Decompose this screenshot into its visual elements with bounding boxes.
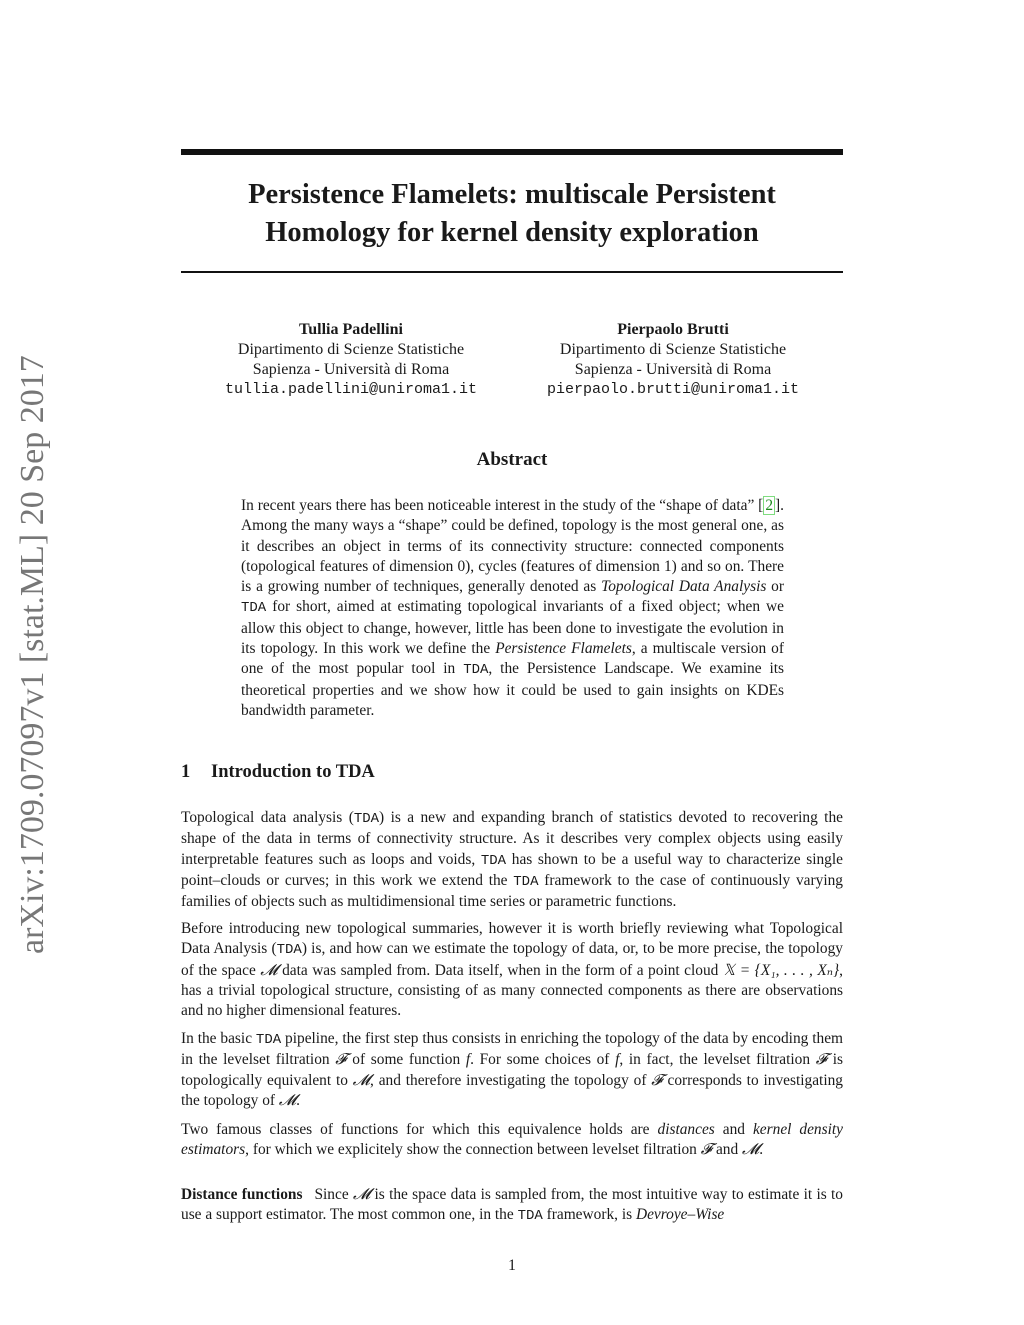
paragraph-5 — [181, 1185, 843, 1227]
paragraph-4 — [181, 1120, 843, 1161]
abstract-part: , a multiscale version of one of the most popular tool in — [241, 640, 784, 678]
text-part: , and therefore investigating the topology of — [370, 1071, 652, 1089]
math-expression: 𝕏 = {X₁, . . . , Xₙ} — [722, 961, 840, 979]
author-name: Pierpaolo Brutti — [617, 321, 729, 338]
author-university: Sapienza - Università di Roma — [252, 361, 450, 378]
arxiv-identifier: arXiv:1709.07097v1 [stat.ML] 20 Sep 2017 — [14, 355, 51, 954]
math-symbol: 𝓜 — [352, 1186, 371, 1203]
text-part: and — [714, 1121, 753, 1138]
text-part: of some function — [346, 1051, 466, 1069]
abstract-text — [241, 496, 784, 721]
text-part: ) is, and how can we estimate the topology of data, or, to be more precise, the topology of the space — [181, 940, 843, 979]
tda-acronym: TDA — [255, 1032, 282, 1048]
text-part: Since — [314, 1186, 353, 1203]
title-line-1: Persistence Flamelets: multiscale Persistent — [248, 179, 776, 210]
abstract-emphasis: Topological Data Analysis — [601, 578, 767, 596]
author-block-2 — [518, 320, 828, 400]
math-symbol: f — [465, 1051, 471, 1069]
tda-acronym: TDA — [463, 662, 489, 679]
citation-link[interactable]: 2 — [765, 497, 774, 514]
text-part: framework, is — [542, 1206, 636, 1224]
abstract-part: ]. Among the many ways a “shape” could be defined, topology is the most general one, as it describes an object in terms of its connectivity structure: connected components (topological features of dimension 0), cycles (features of dimension 1) and so on. There is a growing number of techniques, generally denoted as — [241, 497, 784, 596]
title-line-2: Homology for kernel density exploration — [265, 217, 759, 248]
paper-title — [181, 176, 843, 252]
author-department: Dipartimento di Scienze Statistiche — [559, 341, 787, 358]
section-heading — [181, 762, 375, 783]
tda-acronym: TDA — [276, 942, 302, 959]
text-part: ) is a new and expanding branch of statistics devoted to recovering the shape of the data in terms of connectivity structure. As it describes very complex objects using easily interpretable features such as loops and voids, — [181, 809, 843, 868]
tda-acronym: TDA — [517, 1208, 543, 1225]
section-title: Introduction to TDA — [211, 762, 375, 782]
text-part: pipeline, the first step thus consists in enriching the topology of the data by encoding them in the levelset filtration — [181, 1030, 843, 1069]
text-part: Before introducing new topological summaries, however it is worth briefly reviewing what Topological Data Analysis ( — [181, 920, 843, 958]
text-part: . — [759, 1141, 764, 1159]
title-rule-top — [181, 149, 843, 155]
text-part: In the basic — [181, 1030, 256, 1047]
text-emphasis: kernel density estimators — [181, 1121, 843, 1159]
math-symbol: 𝓜 — [742, 1141, 760, 1159]
section-number: 1 — [181, 762, 191, 782]
author-email[interactable]: pierpaolo.brutti@uniroma1.it — [546, 381, 800, 398]
math-symbol: 𝓕 — [335, 1051, 347, 1069]
paragraph-heading: Distance functions — [181, 1186, 303, 1203]
text-part: is the space data is sampled from, the most intuitive way to estimate it is to use a support estimator. The most common one, in the — [181, 1186, 843, 1224]
text-part: has shown to be a useful way to characterize single point–clouds or curves; in this work we extend the — [181, 850, 843, 889]
tda-acronym: TDA — [241, 600, 267, 617]
text-part: corresponds to investigating the topology of — [181, 1071, 843, 1109]
title-rule-bottom — [181, 271, 843, 273]
author-department: Dipartimento di Scienze Statistiche — [237, 341, 465, 358]
tda-acronym: TDA — [480, 852, 507, 869]
author-email[interactable]: tullia.padellini@uniroma1.it — [224, 381, 478, 398]
abstract-heading: Abstract — [476, 449, 548, 470]
text-emphasis: distances — [657, 1121, 715, 1138]
text-part: Two famous classes of functions for which this equivalence holds are — [181, 1121, 658, 1138]
page-number: 1 — [508, 1257, 516, 1274]
text-part: Topological data analysis ( — [181, 809, 354, 826]
math-symbol: 𝓕 — [815, 1051, 828, 1069]
math-symbol: 𝓕 — [700, 1141, 713, 1159]
author-name: Tullia Padellini — [299, 321, 403, 338]
author-block-1 — [196, 320, 506, 400]
text-part: framework to the case of continuously varying families of objects such as multidimensional time series or parametric functions. — [181, 871, 843, 911]
text-emphasis: Devroye–Wise — [635, 1206, 725, 1224]
text-part: and — [712, 1141, 743, 1159]
text-part: is topologically equivalent to — [181, 1051, 843, 1089]
abstract-part: or — [766, 578, 784, 596]
tda-acronym: TDA — [513, 873, 539, 890]
math-symbol: f — [615, 1051, 620, 1069]
text-part: , in fact, the levelset filtration — [619, 1051, 816, 1069]
math-symbol: 𝓕 — [651, 1071, 663, 1089]
text-part: , for which we explicitely show the connection between levelset filtration — [245, 1141, 701, 1159]
text-part: . For some choices of — [470, 1051, 616, 1069]
abstract-part: for short, aimed at estimating topological invariants of a fixed object; when we allow this object to change, however, little has been done to investigate the evolution in its topology. In this work we define the — [241, 598, 784, 658]
abstract-emphasis: Persistence Flamelets — [495, 640, 632, 658]
paragraph-3 — [181, 1029, 843, 1111]
text-part: data was sampled from. Data itself, when in the form of a point cloud — [277, 961, 723, 979]
math-symbol: 𝓜 — [352, 1071, 371, 1089]
author-university: Sapienza - Università di Roma — [574, 361, 772, 378]
paragraph-2 — [181, 919, 843, 1021]
tda-acronym: TDA — [353, 811, 380, 827]
abstract-part: , the Persistence Landscape. We examine its theoretical properties and we show how it could be used to gain insights on KDEs bandwidth parameter. — [241, 660, 785, 719]
text-part: , has a trivial topological structure, consisting of as many connected components as there are observations and no higher dimensional features. — [181, 961, 843, 1020]
math-symbol: 𝓜 — [278, 1091, 297, 1109]
math-symbol: 𝓜 — [260, 961, 278, 979]
text-part: . — [296, 1091, 300, 1109]
abstract-part: In recent years there has been noticeable interest in the study of the “shape of data” [ — [241, 497, 764, 514]
arxiv-sidebar — [14, 350, 64, 954]
paragraph-1 — [181, 808, 843, 912]
